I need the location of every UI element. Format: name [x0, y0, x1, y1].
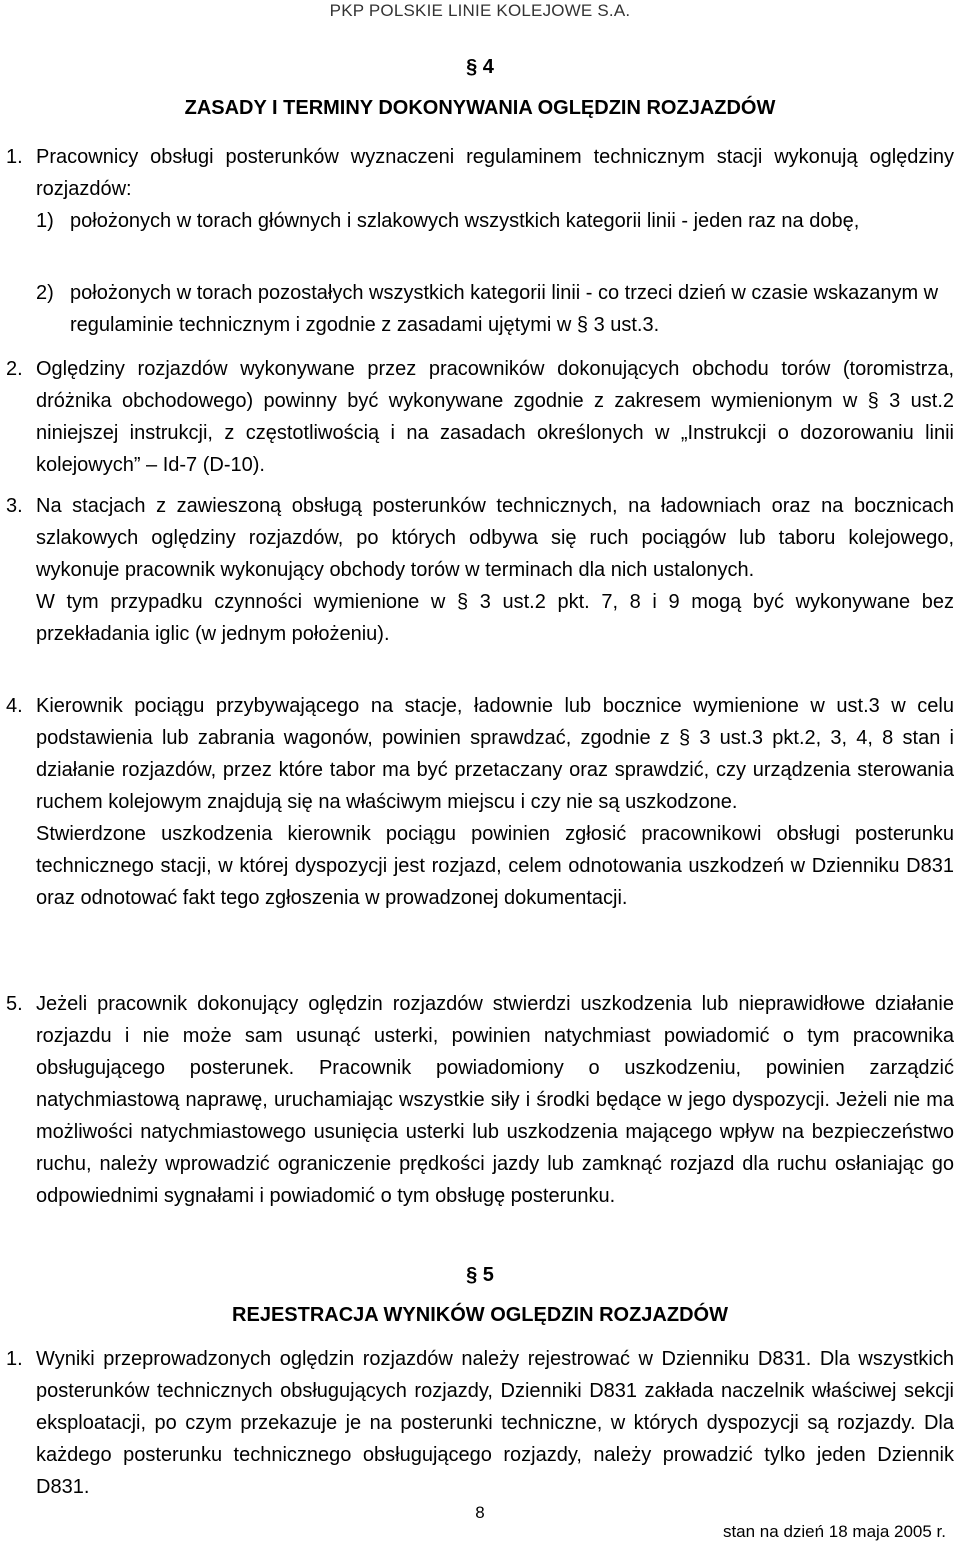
- item-number: 5.: [6, 993, 23, 1015]
- section-4-item-2: [6, 353, 954, 481]
- subitem-text: położonych w torach pozostałych wszystkich kategorii linii - co trzeci dzień w czasie wskazanym w regulaminie technicznym i zgodnie z zasadami ujętymi w § 3 ust.3.: [70, 282, 939, 336]
- item-text-continued: Stwierdzone uszkodzenia kierownik pociągu powinien zgłosić pracownikowi obsługi posterunku technicznego stacji, w której dyspozycji jest rozjazd, celem odnotowania uszkodzeń w Dzienniku D831 oraz odnotować fakt tego zgłoszenia w prowadzonej dokumentacji.: [36, 823, 954, 909]
- item-number: 4.: [6, 695, 23, 717]
- section-4-item-3: [6, 490, 954, 650]
- section-4-item-5: [6, 988, 954, 1212]
- section-5-item-1: [6, 1343, 954, 1503]
- item-number: 1.: [6, 1348, 23, 1370]
- section-4-item-4: [6, 690, 954, 914]
- item-number: 2.: [6, 358, 23, 380]
- item-text: Jeżeli pracownik dokonujący oględzin rozjazdów stwierdzi uszkodzenia lub nieprawidłowe działanie rozjazdu i nie może sam usunąć usterki, powinien natychmiast powiadomić o tym pracownika obsługującego posterunek. Pracownik powiadomiony o uszkodzeniu, powinien zarządzić natychmiastową naprawę, uruchamiając wszystkie siły i środki będące w jego dyspozycji. Jeżeli nie ma możliwości natychmiastowego usunięcia usterki lub uszkodzenia mającego wpływ na bezpieczeństwo ruchu, należy wprowadzić ograniczenie prędkości jazdy lub zamknąć rozjazd dla ruchu osłaniając go odpowiednimi sygnałami i powiadomić o tym obsługę posterunku.: [36, 993, 954, 1207]
- item-text: Kierownik pociągu przybywającego na stacje, ładownie lub bocznice wymienione w ust.3 w celu podstawienia lub zabrania wagonów, powinien sprawdzać, zgodnie z § 3 ust.3 pkt.2, 3, 4, 8 stan i działanie rozjazdów, przez które tabor ma być przetaczany oraz sprawdzić, czy urządzenia sterowania ruchem kolejowym znajdują się na właściwym miejscu i czy nie są uszkodzone.: [36, 695, 954, 813]
- section-4-subitem-1: [36, 205, 954, 237]
- item-text: Oględziny rozjazdów wykonywane przez pracowników dokonujących obchodu torów (toromistrza, dróżnika obchodowego) powinny być wykonywane zgodnie z zakresem wymienionym w § 3 ust.2 niniejszej instrukcji, z częstotliwością i na zasadach określonych w „Instrukcji o dozorowaniu linii kolejowych” – Id-7 (D-10).: [36, 358, 954, 476]
- section-5-mark: § 5: [466, 1264, 494, 1286]
- section-4-subitem-2: [36, 277, 954, 341]
- document-date: stan na dzień 18 maja 2005 r.: [722, 1522, 946, 1541]
- item-text: Na stacjach z zawieszoną obsługą posterunków technicznych, na ładowniach oraz na bocznicach szlakowych oględziny rozjazdów, po których odbywa się ruch pociągów lub taboru kolejowego, wykonuje pracownik wykonujący obchody torów w terminach dla nich ustalonych.: [36, 495, 954, 581]
- page-number: 8: [475, 1503, 485, 1522]
- item-text: Pracownicy obsługi posterunków wyznaczeni regulaminem technicznym stacji wykonują oględziny rozjazdów:: [36, 146, 954, 200]
- item-text: Wyniki przeprowadzonych oględzin rozjazdów należy rejestrować w Dzienniku D831. Dla wszystkich posterunków technicznych obsługujących rozjazdy, Dzienniki D831 zakłada naczelnik właściwej sekcji eksploatacji, po czym przekazuje je na posterunki techniczne, w których dyspozycji są rozjazdy. Dla każdego posterunku technicznego obsługującego rozjazdy, należy prowadzić tylko jeden Dziennik D831.: [36, 1348, 954, 1498]
- section-5-title: REJESTRACJA WYNIKÓW OGLĘDZIN ROZJAZDÓW: [232, 1304, 728, 1326]
- section-4-title: ZASADY I TERMINY DOKONYWANIA OGLĘDZIN ROZJAZDÓW: [184, 97, 776, 119]
- subitem-number: 1): [36, 210, 54, 232]
- item-number: 1.: [6, 146, 23, 168]
- section-4-item-1: [6, 141, 954, 205]
- item-text-continued: W tym przypadku czynności wymienione w § 3 ust.2 pkt. 7, 8 i 9 mogą być wykonywane bez przekładania iglic (w jednym położeniu).: [36, 591, 954, 645]
- item-number: 3.: [6, 495, 23, 517]
- page-header: PKP POLSKIE LINIE KOLEJOWE S.A.: [329, 1, 631, 20]
- section-4-mark: § 4: [466, 56, 494, 78]
- subitem-number: 2): [36, 282, 54, 304]
- subitem-text: położonych w torach głównych i szlakowych wszystkich kategorii linii - jeden raz na dobę,: [70, 210, 860, 232]
